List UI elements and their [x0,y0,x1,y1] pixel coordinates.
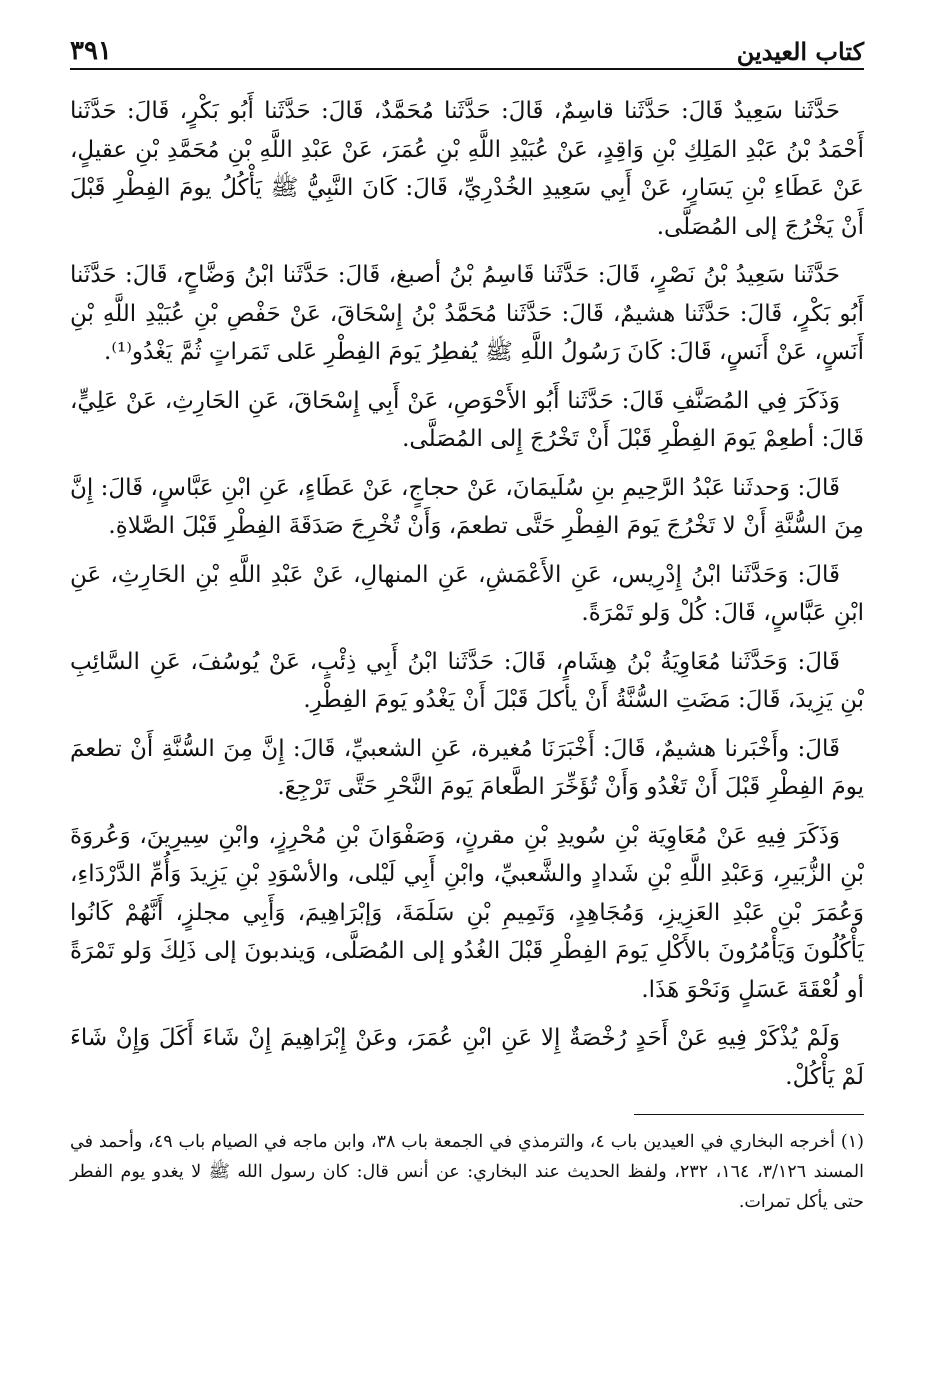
chapter-title: كتاب العيدين [736,37,864,66]
paragraph: وَذَكَرَ فِيهِ عَنْ مُعَاوِيَة بْنِ سُويدِ بْنِ مقرنٍ، وَصَفْوَانَ بْنِ مُحْرِزٍ، وابْنِ سِيرِينَ، وَعُروَةَ بْنِ الزُّبَيرِ، وَعَبْدِ اللَّهِ بْنِ شَدادٍ والشَّعبيِّ، وابْنِ أَبِي لَيْلى، والأسْوَدِ بْنِ يَزِيدَ وَأُمِّ الدَّرْدَاءِ، وَعُمَرَ بْنِ عَبْدِ العَزِيزِ، وَمُجَاهِدٍ، وَتَمِيمِ بْنِ سَلَمَةَ، وَإبْرَاهِيمَ، وَأَبِي مجلزٍ، أَنَّهُمْ كَانُوا يَأْكُلُونَ وَيَأْمُرُونَ بالأَكْلِ يَومَ الفِطْرِ قَبْلَ الغُدُو إلى المُصَلَّى، وَيندبونَ إلى ذَلِكَ وَلو تَمْرَةً أو لُعْقَةَ عَسَلٍ وَنَحْوَ هَذَا. [70,822,864,1003]
footnote-separator [634,1114,864,1115]
paragraph: قَالَ: وَحَدَّثَنا مُعَاوِيَةُ بْنُ هِشَامٍ، قَالَ: حَدَّثَنا ابْنُ أَبِي ذِئْبٍ، عَنْ يُوسُفَ، عَنِ السَّائِبِ بْنِ يَزِيدَ، قَالَ: مَضَتِ السُّنَّةُ أَنْ يأكلَ قَبْلَ أَنْ يَغْدُو يَومَ الفِطْرِ. [70,648,864,713]
paragraph: وَذَكَرَ فِي المُصَنَّفِ قَالَ: حَدَّثَنا أَبُو الأَحْوَصِ، عَنْ أَبِي إِسْحَاقَ، عَنِ الحَارِثِ، عَنْ عَلِيٍّ، قَالَ: أطعِمْ يَومَ الفِطْرِ قَبْلَ أَنْ تَخْرُجَ إِلى المُصَلَّى. [70,387,864,452]
paragraph: قَالَ: وأَخْبَرنا هشيمٌ، قَالَ: أَخْبَرَنَا مُغيرة، عَنِ الشعبيِّ، قَالَ: إِنَّ مِنَ السُّنَّةِ أَنْ تطعمَ يومَ الفِطْرِ قَبْلَ أَنْ تَغْدُو وَأَنْ تُؤَخِّرَ الطَّعامَ يَومَ النَّحْرِ حَتَّى تَرْجِعَ. [70,735,864,800]
paragraph: قَالَ: وَحَدَّثَنا ابْنُ إِدْرِيس، عَنِ الأَعْمَشِ، عَنِ المنهالِ، عَنْ عَبْدِ اللَّهِ بْنِ الحَارِثِ، عَنِ ابْنِ عَبَّاسٍ، قَالَ: كُلْ وَلو تَمْرَةً. [70,561,864,626]
paragraph: وَلَمْ يُذْكَرْ فِيهِ عَنْ أَحَدٍ رُخْصَةٌ إِلا عَنِ ابْنِ عُمَرَ، وعَنْ إِبْرَاهِيمَ إِنْ شَاءَ أَكَلَ وَإِنْ شَاءَ لَمْ يَأْكُلْ. [70,1025,864,1090]
footnotes [70,1127,864,1217]
footnote-1: (١) أخرجه البخاري في العيدين باب ٤، والترمذي في الجمعة باب ٣٨، وابن ماجه في الصيام باب ٤٩، وأحمد في المسند ٣/١٢٦، ١٦٤، ٢٣٢، ولفظ الحديث عند البخاري: عن أنس قال: كان رسول الله ﷺ لا يغدو يوم الفطر حتى يأكل تمرات. [70,1132,864,1212]
running-header [70,28,864,70]
main-text [70,92,864,1096]
paragraph: قَالَ: وَحدثَنا عَبْدُ الرَّحِيمِ بنِ سُلَيمَانَ، عَنْ حجاجٍ، عَنْ عَطَاءٍ، عَنِ ابْنِ عَبَّاسٍ، قَالَ: إِنَّ مِنَ السُّنَّةِ أَنْ لا تَخْرُجَ يَومَ الفِطْرِ حَتَّى تطعمَ، وَأَنْ تُخْرِجَ صَدَقَةَ الفِطْرِ قَبْلَ الصَّلاةِ. [70,474,864,539]
paragraph: حَدَّثَنا سَعِيدُ بْنُ نَصْرٍ، قَالَ: حَدَّثَنا قَاسِمُ بْنُ أصبغ، قَالَ: حَدَّثَنا ابْنُ وَضَّاحٍ، قَالَ: حَدَّثَنا أَبُو بَكْرٍ، قَالَ: حَدَّثَنا هشيمٌ، قَالَ: حَدَّثَنا مُحَمَّدُ بْنُ إِسْحَاقَ، عَنْ حَفْصِ بْنِ عُبَيْدِ اللَّهِ بْنِ أَنَسٍ، عَنْ أَنَسٍ، قَالَ: كَانَ رَسُولُ اللَّهِ ﷺ يُفطِرُ يَومَ الفِطْرِ عَلى تَمَراتٍ ثُمَّ يَغْدُو⁽¹⁾. [70,262,864,365]
page-number: ٣٩١ [70,36,112,66]
paragraph: حَدَّثَنا سَعِيدٌ قَالَ: حَدَّثَنا قاسِمٌ، قَالَ: حَدَّثَنا مُحَمَّدٌ، قَالَ: حَدَّثَنا أَبُو بَكْرٍ، قَالَ: حَدَّثَنا أَحْمَدُ بْنُ عَبْدِ المَلِكِ بْنِ وَاقِدٍ، عَنْ عُبَيْدِ اللَّهِ بْنِ عُمَرَ، عَنْ عَبْدِ اللَّهِ بْنِ مُحَمَّدِ بْنِ عقيلٍ، عَنْ عَطَاءِ بْنِ يَسَارٍ، عَنْ أَبِي سَعِيدِ الخُدْرِيِّ، قَالَ: كَانَ النَّبِيُّ ﷺ يَأْكُلُ يومَ الفِطْرِ قَبْلَ أَنْ يَخْرُجَ إلى المُصَلَّى. [70,98,864,240]
